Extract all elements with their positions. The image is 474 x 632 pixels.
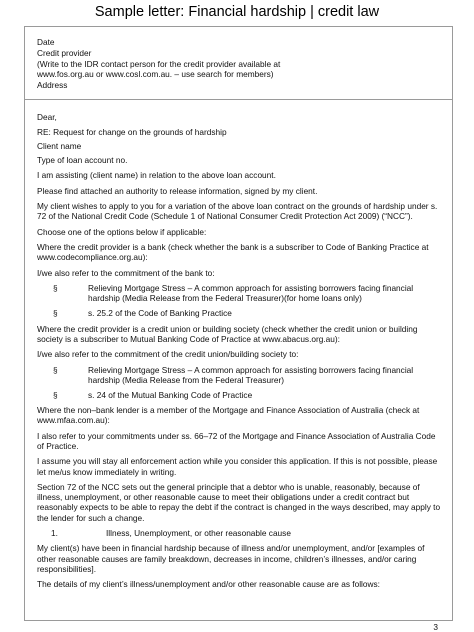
details-line: The details of my client’s illness/unemployment and/or other reasonable cause are as follows:: [37, 579, 380, 590]
address-block: [37, 37, 437, 91]
member-search-line: www.fos.org.au or www.cosl.com.au. – use search for members): [37, 69, 274, 80]
section-mark: §: [53, 282, 58, 293]
choose-option-line: Choose one of the options below if applicable:: [37, 226, 207, 237]
authority-paragraph: Please find attached an authority to release information, signed by my client.: [37, 185, 318, 196]
non-bank-intro-paragraph: Where the non–bank lender is a member of the Mortgage and Finance Association of Australia (check at www.mfaa.com.au):: [37, 405, 420, 426]
credit-union-item-text: s. 24 of the Mutual Banking Code of Practice: [88, 389, 253, 400]
variation-paragraph: My client wishes to apply to you for a variation of the above loan contract on the grounds of hardship under s. 72 of the National Credit Code (Schedule 1 of National Consumer Credit Protection Act 2009) (“NCC”).: [37, 200, 438, 222]
credit-union-refer-line: I/we also refer to the commitment of the credit union/building society to:: [37, 349, 299, 360]
non-bank-refer-paragraph: I also refer to your commitments under ss. 66–72 of the Mortgage and Finance Association of Australia Code of Practice.: [37, 430, 436, 451]
enforcement-paragraph: I assume you will stay all enforcement action while you consider this application. If this is not possible, please let me/us know immediately in writing.: [37, 456, 438, 477]
section-mark: §: [53, 308, 58, 319]
letter-frame: [24, 26, 453, 621]
credit-union-item: [37, 390, 442, 400]
letter-body: [37, 112, 442, 595]
bank-intro-paragraph: Where the credit provider is a bank (check whether the bank is a subscriber to Code of Banking Practice at www.codecompliance.org.au):: [37, 241, 429, 263]
section-divider: [25, 99, 452, 100]
bank-item: [37, 308, 442, 318]
credit-union-item: [37, 365, 442, 385]
re-line: RE: Request for change on the grounds of hardship: [37, 127, 227, 138]
bank-item-text: Relieving Mortgage Stress – A common approach for assisting borrowers facing financial hardship (Media Release from the Federal Treasurer)(for home loans only): [88, 282, 414, 304]
heading-number: 1.: [51, 527, 58, 538]
section-72-paragraph: Section 72 of the NCC sets out the general principle that a debtor who is unable, reasonably, because of illness, unemployment, or other reasonable cause to meet their obligations under a credit contract but reasonably expects to be able to repay the debt if the contract is changed in the ways described, may apply to the lender for such a change.: [37, 481, 441, 523]
date-line: Date: [37, 37, 55, 47]
numbered-heading: [37, 528, 442, 538]
bank-item-text: s. 25.2 of the Code of Banking Practice: [88, 308, 232, 319]
client-name-line: Client name: [37, 141, 82, 152]
bank-item: [37, 283, 442, 303]
heading-text: Illness, Unemployment, or other reasonable cause: [106, 527, 291, 538]
credit-provider-line: Credit provider: [37, 47, 92, 58]
section-mark: §: [53, 364, 58, 375]
section-mark: §: [53, 389, 58, 400]
credit-union-item-text: Relieving Mortgage Stress – A common approach for assisting borrowers facing financial hardship (Media Release from the Federal Treasurer): [88, 364, 414, 385]
idr-contact-line: (Write to the IDR contact person for the credit provider available at: [37, 58, 281, 69]
assisting-paragraph: I am assisting (client name) in relation to the above loan account.: [37, 170, 276, 181]
hardship-paragraph: My client(s) have been in financial hardship because of illness and/or unemployment, and/or [examples of other reasonable causes are family breakdown, decreases in income, children’s illnesses, and/or caring responsibilities].: [37, 543, 425, 574]
loan-type-line: Type of loan account no.: [37, 154, 128, 165]
bank-refer-line: I/we also refer to the commitment of the bank to:: [37, 267, 215, 278]
page-title: Sample letter: Financial hardship | credit law: [94, 4, 380, 20]
address-line: Address: [37, 80, 68, 91]
credit-union-intro-paragraph: Where the credit provider is a credit union or building society (check whether the credit union or building society is a subscriber to Mutual Banking Code of Practice at www.abacus.org.au):: [37, 323, 418, 344]
page-number: 3: [433, 622, 438, 632]
salutation: Dear,: [37, 112, 57, 122]
